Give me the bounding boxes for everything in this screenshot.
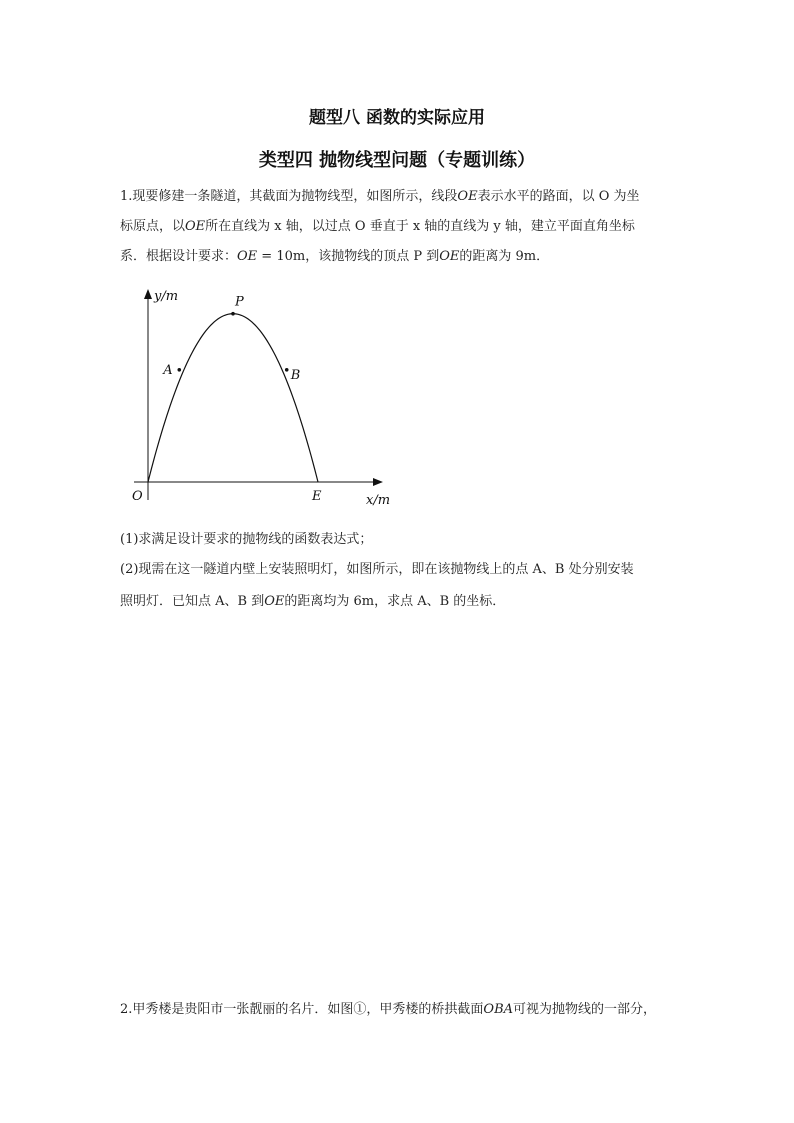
question-2-line2 <box>120 587 505 617</box>
question-2-line2-head: 照明灯．已知点 A、B 到 <box>120 594 265 609</box>
question-1: (1)求满足设计要求的抛物线的函数表达式； <box>120 532 373 547</box>
problem1-line2-tail: 所在直线为 x 轴，以过点 O 垂直于 x 轴的直线为 y 轴，建立平面直角坐标 <box>205 219 635 234</box>
point-a <box>177 368 181 372</box>
origin-label: O <box>132 489 143 504</box>
page-subtitle: 类型四 抛物线型问题（专题训练） <box>258 150 536 171</box>
problem1-line3-tail: 的距离为 9m． <box>459 249 550 264</box>
y-axis-label: y/m <box>154 289 179 304</box>
vertex-p-point <box>231 312 235 316</box>
problem2-text <box>120 995 656 1025</box>
point-a-label: A <box>163 362 173 378</box>
segment-oe: OE <box>185 219 206 234</box>
problem1-line3-mid: ，该抛物线的顶点 P 到 <box>305 249 440 264</box>
oe-length-value: = 10m <box>257 249 306 264</box>
segment-oba: OBA <box>483 1002 514 1017</box>
question-2-line1: (2)现需在这一隧道内壁上安装照明灯，如图所示，即在该抛物线上的点 A、B 处分别安装 <box>120 562 634 577</box>
problem1-line2 <box>120 212 635 242</box>
problem2-head: 2.甲秀楼是贵阳市一张靓丽的名片．如图①，甲秀楼的桥拱截面 <box>120 1002 484 1017</box>
problem1-line2-head: 标原点，以 <box>120 219 186 234</box>
segment-oe: OE <box>439 249 460 264</box>
problem2-tail: 可视为抛物线的一部分， <box>513 1002 657 1017</box>
segment-oe: OE <box>237 249 258 264</box>
point-p-label: P <box>235 294 244 310</box>
problem1-line3 <box>120 242 549 272</box>
page-title: 题型八 函数的实际应用 <box>309 108 485 128</box>
x-axis-label: x/m <box>366 493 391 508</box>
problem1-line3-head: 系．根据设计要求： <box>120 249 238 264</box>
question-2-line2-tail: 的距离均为 6m，求点 A、B 的坐标． <box>284 594 506 609</box>
segment-oe: OE <box>457 189 478 204</box>
problem1-line1-tail: 表示水平的路面，以 O 为坐 <box>477 189 640 204</box>
problem1-line1 <box>120 182 640 212</box>
problem1-line1-text: 1.现要修建一条隧道，其截面为抛物线型，如图所示，线段 <box>120 189 458 204</box>
point-b <box>285 368 289 372</box>
segment-oe: OE <box>264 594 285 609</box>
point-b-label: B <box>290 367 301 383</box>
parabola-figure <box>116 282 406 514</box>
point-e-label: E <box>312 489 322 504</box>
parabola-curve <box>148 314 318 482</box>
